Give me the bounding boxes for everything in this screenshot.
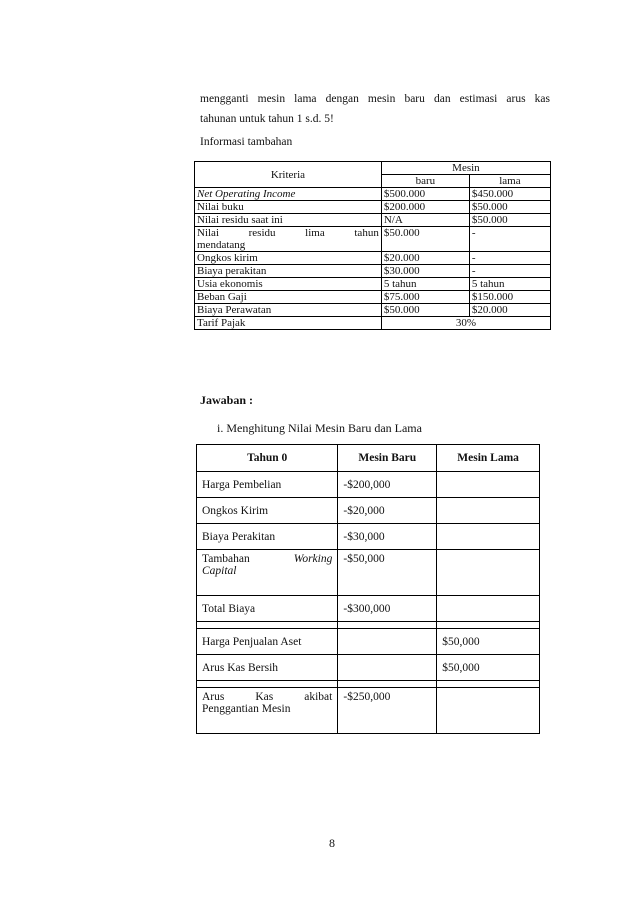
- row-new-value: 5 tahun: [381, 278, 469, 291]
- row-new-value: $30.000: [381, 265, 469, 278]
- row-old-value: $450.000: [469, 188, 550, 201]
- row-label: Net Operating Income: [195, 188, 382, 201]
- table-row: [195, 317, 551, 330]
- row-new-value: [338, 629, 437, 655]
- row-new-value: -$250,000: [338, 688, 437, 734]
- row-old-value: [437, 498, 540, 524]
- row-label: Arus Kas Bersih: [197, 655, 338, 681]
- label-word: Nilai: [197, 227, 219, 239]
- row-new-value: $500.000: [381, 188, 469, 201]
- row-new-value: $20.000: [381, 252, 469, 265]
- table-row: [195, 227, 551, 252]
- row-label: Total Biaya: [197, 596, 338, 622]
- row-label: Nilai residu saat ini: [195, 214, 382, 227]
- row-old-value: $50.000: [469, 214, 550, 227]
- info-heading: Informasi tambahan: [200, 136, 293, 148]
- header-new-machine: Mesin Baru: [338, 445, 437, 472]
- row-new-value: $50.000: [381, 304, 469, 317]
- label-word: Kas: [255, 691, 274, 703]
- tax-label: Tarif Pajak: [195, 317, 382, 330]
- table-row: [195, 265, 551, 278]
- intro-line-2: tahunan untuk tahun 1 s.d. 5!: [200, 113, 334, 125]
- row-old-value: [437, 550, 540, 596]
- row-new-value: $200.000: [381, 201, 469, 214]
- row-old-value: [437, 472, 540, 498]
- row-old-value: $20.000: [469, 304, 550, 317]
- row-old-value: [437, 596, 540, 622]
- header-criteria: Kriteria: [195, 162, 382, 188]
- calculation-table: [196, 444, 540, 734]
- row-new-value: -$20,000: [338, 498, 437, 524]
- row-new-value: $50.000: [381, 227, 469, 252]
- label-line2: mendatang: [197, 239, 246, 251]
- row-old-value: $50,000: [437, 655, 540, 681]
- row-new-value: N/A: [381, 214, 469, 227]
- row-new-value: -$300,000: [338, 596, 437, 622]
- label-word: Arus: [202, 691, 225, 703]
- tax-value: 30%: [381, 317, 550, 330]
- row-old-value: $50,000: [437, 629, 540, 655]
- label-word: lima: [305, 227, 325, 239]
- row-label: [197, 688, 338, 734]
- table-row: [197, 498, 540, 524]
- row-new-value: -$50,000: [338, 550, 437, 596]
- row-label: Biaya perakitan: [195, 265, 382, 278]
- row-old-value: -: [469, 265, 550, 278]
- row-old-value: 5 tahun: [469, 278, 550, 291]
- row-old-value: [437, 524, 540, 550]
- label-word: akibat: [304, 691, 333, 703]
- table-row: [195, 278, 551, 291]
- table-row: [197, 688, 540, 734]
- table-row: [197, 655, 540, 681]
- table-row: [195, 252, 551, 265]
- row-old-value: $50.000: [469, 201, 550, 214]
- spacer-row: [197, 622, 540, 629]
- label-word: residu: [248, 227, 276, 239]
- row-new-value: [338, 655, 437, 681]
- row-new-value: -$30,000: [338, 524, 437, 550]
- label-word: Tambahan: [202, 553, 250, 565]
- table-row: [197, 524, 540, 550]
- table-row: [197, 629, 540, 655]
- page-number: 8: [329, 836, 335, 850]
- label-line2: Capital: [202, 565, 237, 577]
- intro-line-1: mengganti mesin lama dengan mesin baru dan estimasi arus kas: [200, 93, 550, 105]
- table-row: [195, 291, 551, 304]
- table-row: [197, 472, 540, 498]
- row-label: Beban Gaji: [195, 291, 382, 304]
- table-row: [195, 188, 551, 201]
- header-old: lama: [469, 175, 550, 188]
- row-label: Nilai buku: [195, 201, 382, 214]
- row-label: Biaya Perakitan: [197, 524, 338, 550]
- row-label: Harga Pembelian: [197, 472, 338, 498]
- row-label: [195, 227, 382, 252]
- criteria-table: [194, 161, 551, 330]
- header-year: Tahun 0: [197, 445, 338, 472]
- row-old-value: [437, 688, 540, 734]
- header-old-machine: Mesin Lama: [437, 445, 540, 472]
- spacer-row: [197, 681, 540, 688]
- table-row: [197, 550, 540, 596]
- table-row: [197, 596, 540, 622]
- table-row: [195, 201, 551, 214]
- answer-heading: Jawaban :: [200, 393, 254, 407]
- label-line2: Penggantian Mesin: [202, 703, 291, 715]
- row-new-value: -$200,000: [338, 472, 437, 498]
- row-old-value: -: [469, 252, 550, 265]
- header-new: baru: [381, 175, 469, 188]
- table-row: [195, 214, 551, 227]
- step-heading: i. Menghitung Nilai Mesin Baru dan Lama: [217, 421, 422, 435]
- row-label: Ongkos Kirim: [197, 498, 338, 524]
- row-label: Harga Penjualan Aset: [197, 629, 338, 655]
- row-old-value: $150.000: [469, 291, 550, 304]
- table-row: [195, 304, 551, 317]
- row-new-value: $75.000: [381, 291, 469, 304]
- row-label: Biaya Perawatan: [195, 304, 382, 317]
- row-label: [197, 550, 338, 596]
- label-word: tahun: [354, 227, 379, 239]
- header-machine: Mesin: [381, 162, 550, 175]
- row-label: Usia ekonomis: [195, 278, 382, 291]
- label-word: Working: [293, 553, 333, 565]
- row-label: Ongkos kirim: [195, 252, 382, 265]
- row-old-value: -: [469, 227, 550, 252]
